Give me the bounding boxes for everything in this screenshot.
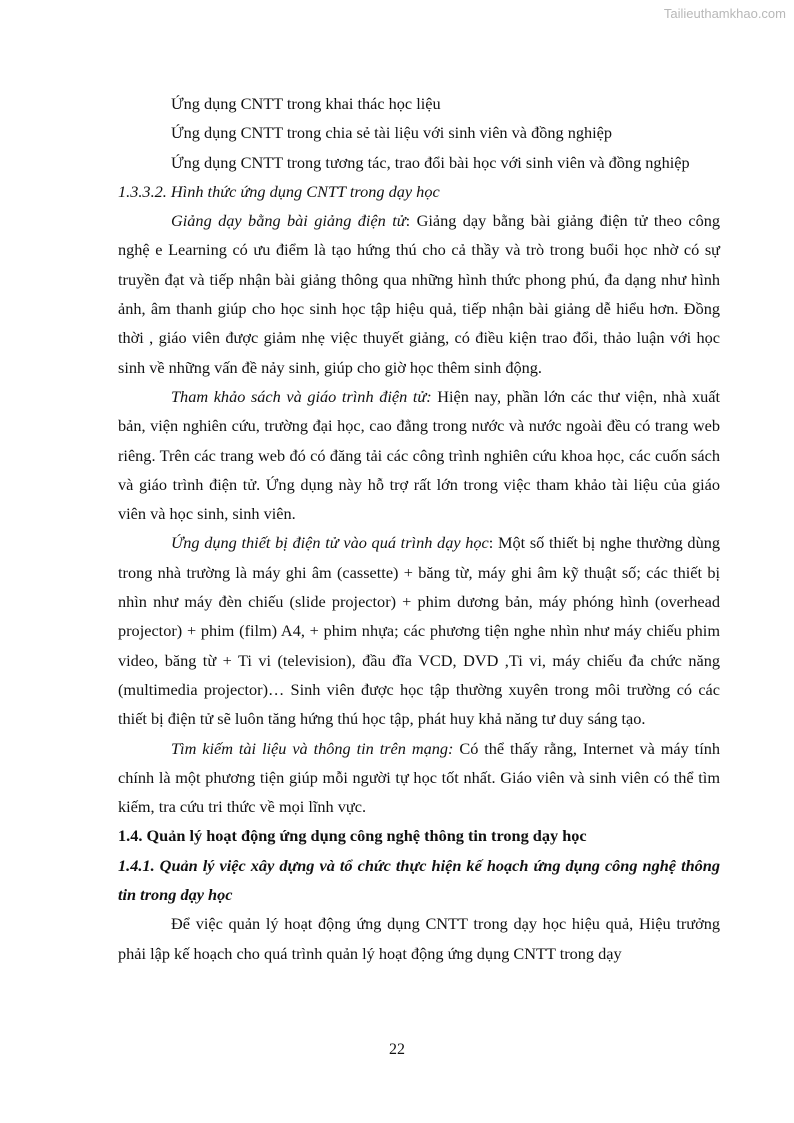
paragraph-text: Có thể thấy rằng, Internet và máy tính chính là một phương tiện giúp mỗi người tự học tốt nhất. Giáo viên và sinh viên có thể tìm kiếm, tra cứu tri thức về mọi lĩnh vực. <box>118 738 720 817</box>
watermark: Tailieuthamkhao.com <box>663 6 786 21</box>
subheading-1-3-3-2: 1.3.3.2. Hình thức ứng dụng CNTT trong dạy học <box>118 181 440 201</box>
paragraph-lead: Giảng dạy bằng bài giảng điện tử <box>171 211 406 231</box>
heading-1-4-1: 1.4.1. Quản lý việc xây dựng và tổ chức thực hiện kế hoạch ứng dụng công nghệ thông tin trong dạy học <box>118 855 720 905</box>
page-number: 22 <box>389 1041 405 1058</box>
list-line-1: Ứng dụng CNTT trong khai thác học liệu <box>171 94 441 113</box>
paragraph-lead: Ứng dụng thiết bị điện tử vào quá trình dạy học <box>171 533 489 553</box>
paragraph-lead: Tìm kiếm tài liệu và thông tin trên mạng: <box>171 738 454 758</box>
paragraph-lecture <box>118 206 720 382</box>
paragraph-text: Hiện nay, phần lớn các thư viện, nhà xuất bản, viện nghiên cứu, trường đại học, cao đẳng trong nước và nước ngoài đều có trang web riêng. Trên các trang web đó có đăng tải các công trình nghiên cứu khoa học, các cuốn sách và giáo trình điện tử. Ứng dụng này hỗ trợ rất lớn trong việc tham khảo tài liệu của giáo viên và học sinh, sinh viên. <box>118 386 720 524</box>
page-content <box>118 89 720 968</box>
paragraph-text: : Một số thiết bị nghe thường dùng trong nhà trường là máy ghi âm (cassette) + băng từ, máy ghi âm kỹ thuật số; các thiết bị nhìn như máy đèn chiếu (slide projector) + phim dương bản, máy phóng hình (overhead projector) + phim (film) A4, + phim nhựa; các phương tiện nghe nhìn như máy chiếu phim video, băng từ + Ti vi (television), đầu đĩa VCD, DVD ,Ti vi, máy chiếu đa chức năng (multimedia projector)… Sinh viên được học tập thường xuyên trong môi trường có các thiết bị điện tử sẽ luôn tăng hứng thú học tập, phát huy khả năng tư duy sáng tạo. <box>118 533 720 729</box>
paragraph-final: Để việc quản lý hoạt động ứng dụng CNTT trong dạy học hiệu quả, Hiệu trưởng phải lập kế hoạch cho quá trình quản lý hoạt động ứng dụng CNTT trong dạy <box>118 914 720 963</box>
heading-1-4: 1.4. Quản lý hoạt động ứng dụng công nghệ thông tin trong dạy học <box>118 826 587 846</box>
paragraph-lead: Tham khảo sách và giáo trình điện tử: <box>171 386 432 406</box>
paragraph-text: : Giảng dạy bằng bài giảng điện tử theo công nghệ e Learning có ưu điểm là tạo hứng thú cho cả thầy và trò trong buổi học nhờ có sự truyền đạt và tiếp nhận bài giảng thông qua những hình thức phong phú, đa dạng như hình ảnh, âm thanh giúp cho học sinh học tập hiệu quả, tiếp nhận bài giảng dễ hiểu hơn. Đồng thời , giáo viên được giảm nhẹ việc thuyết giảng, có điều kiện trao đổi, thảo luận với học sinh về những vấn đề nảy sinh, giúp cho giờ học thêm sinh động. <box>118 211 720 377</box>
paragraph-devices <box>118 528 720 733</box>
paragraph-ebooks <box>118 382 720 528</box>
paragraph-online-search <box>118 734 720 822</box>
list-line-2: Ứng dụng CNTT trong chia sẻ tài liệu với sinh viên và đồng nghiệp <box>171 123 613 143</box>
list-line-3: Ứng dụng CNTT trong tương tác, trao đổi bài học với sinh viên và đồng nghiệp <box>171 152 690 172</box>
